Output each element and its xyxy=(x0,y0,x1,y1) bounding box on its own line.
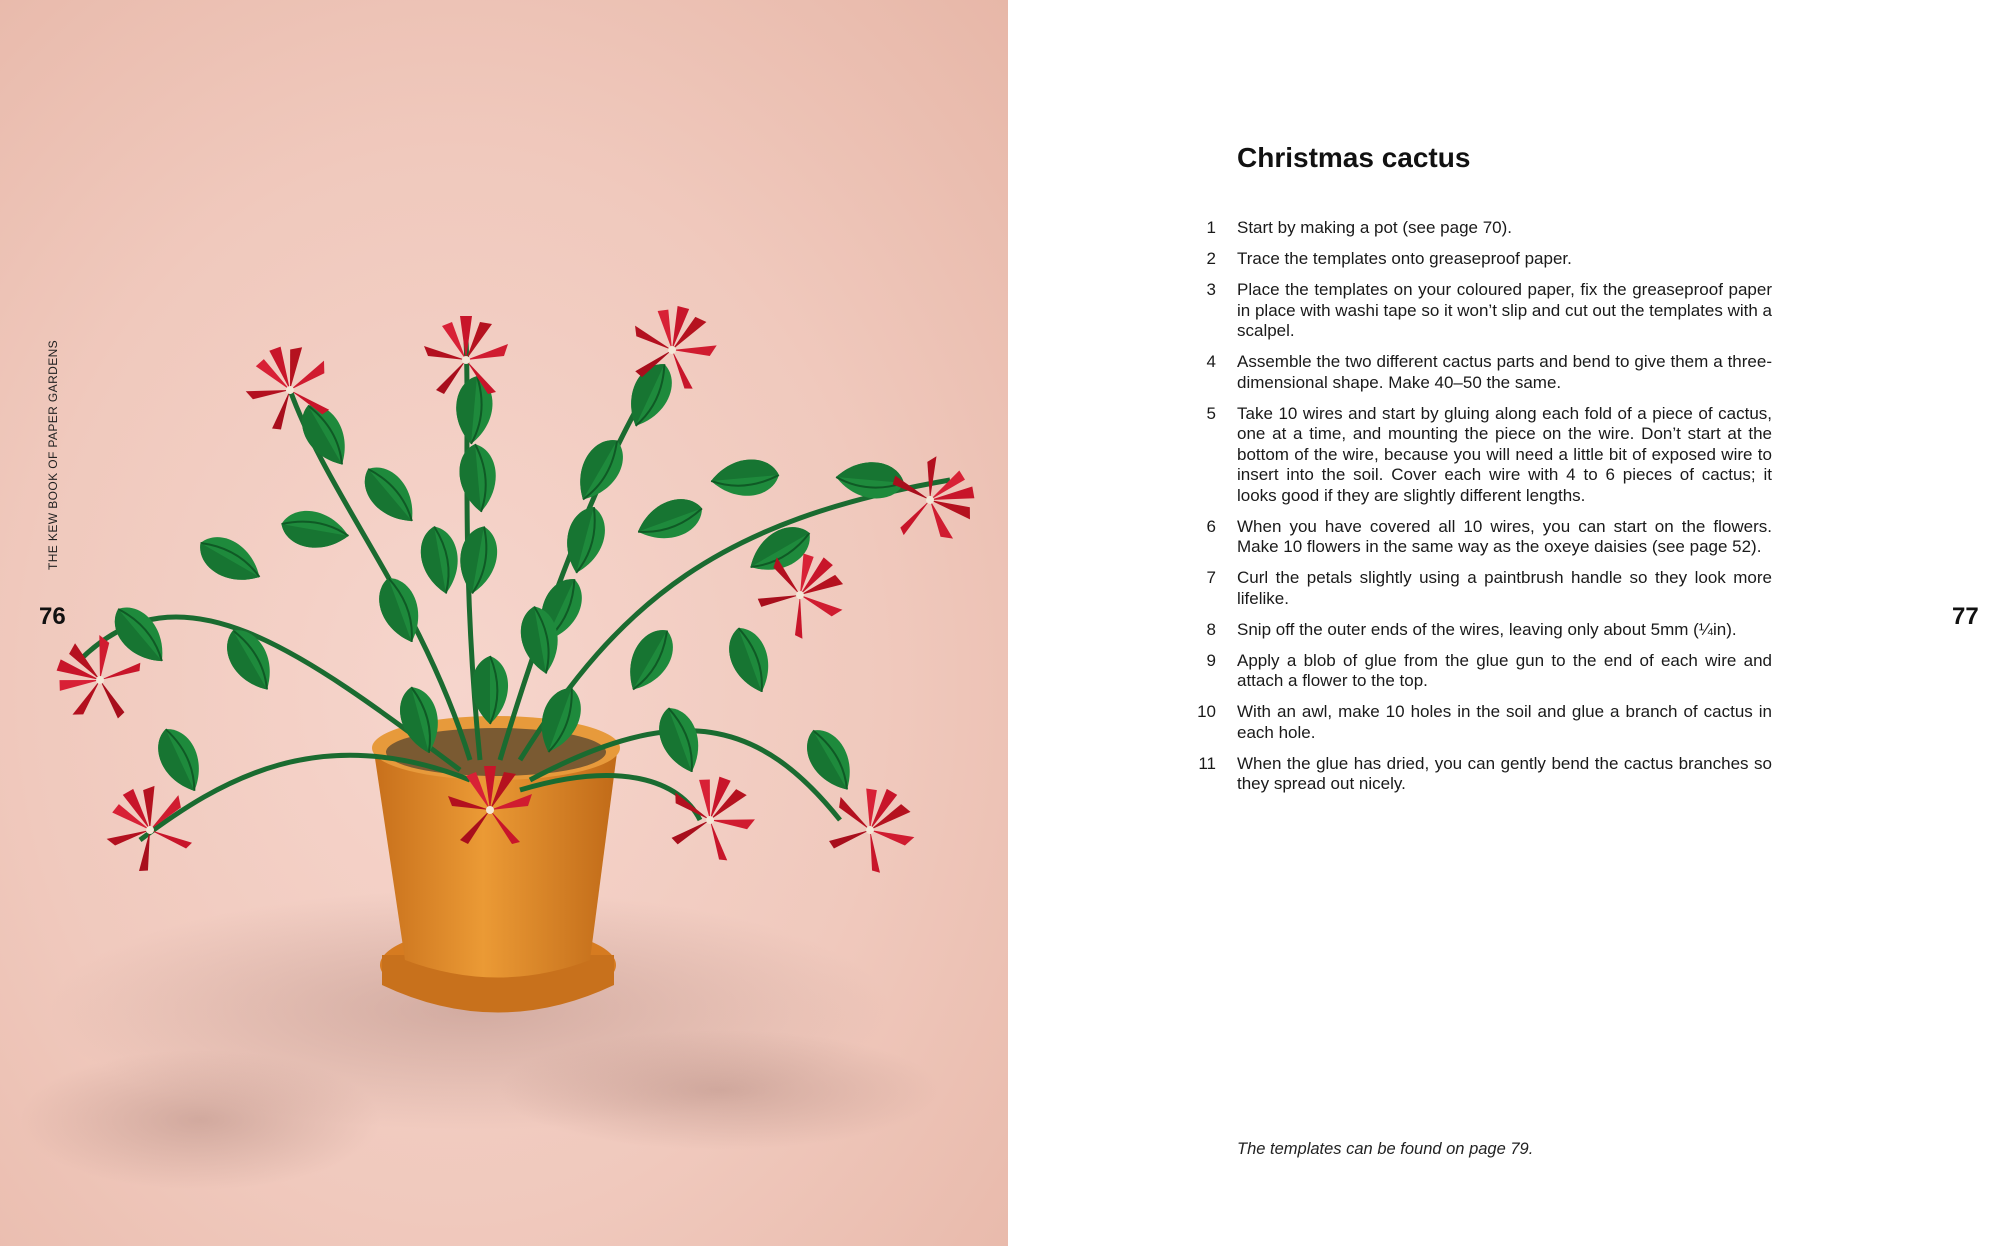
page-title: Christmas cactus xyxy=(1237,142,1471,173)
step-text: When you have covered all 10 wires, you can start on the flowers. Make 10 flowers in the same way as the oxeye daisies (see page 52). xyxy=(1237,516,1772,556)
step-number: 10 xyxy=(1197,702,1216,721)
running-head: THE KEW BOOK OF PAPER GARDENS xyxy=(46,339,60,570)
step-number: 4 xyxy=(1206,352,1216,371)
step-number: 8 xyxy=(1206,619,1216,639)
list-item xyxy=(1190,249,1772,270)
list-item xyxy=(1190,702,1772,743)
list-item xyxy=(1190,280,1772,342)
step-number: 1 xyxy=(1206,218,1216,237)
step-text: Take 10 wires and start by gluing along each fold of a piece of cactus, one at a time, and mounting the piece on the wire. Don’t start at the bottom of the wire, because you will need a little bit of exposed wire to insert into the soil. Cover each wire with 4 to 6 pieces of cactus; it looks good if they are slightly different lengths. xyxy=(1237,403,1772,505)
step-number: 2 xyxy=(1206,249,1216,268)
page-number-left: 76 xyxy=(39,603,66,630)
list-item xyxy=(1190,404,1772,507)
step-number: 6 xyxy=(1206,516,1216,536)
list-item xyxy=(1190,568,1772,609)
step-text: Place the templates on your coloured paper, fix the greaseproof paper in place with washi tape so it won’t slip and cut out the templates with a scalpel. xyxy=(1237,280,1772,340)
step-text: Curl the petals slightly using a paintbrush handle so they look more lifelike. xyxy=(1237,568,1772,608)
step-text: Assemble the two different cactus parts and bend to give them a three-dimensional shape. Make 40–50 the same. xyxy=(1237,352,1772,392)
step-number: 5 xyxy=(1206,403,1216,423)
step-text: Apply a blob of glue from the glue gun to the end of each wire and attach a flower to the top. xyxy=(1237,650,1772,690)
list-item xyxy=(1190,218,1772,239)
step-number: 3 xyxy=(1206,280,1216,299)
step-text: With an awl, make 10 holes in the soil and glue a branch of cactus in each hole. xyxy=(1237,702,1772,742)
step-number: 9 xyxy=(1206,650,1216,670)
step-text: Trace the templates onto greaseproof paper. xyxy=(1237,249,1572,268)
list-item xyxy=(1190,754,1772,795)
step-number: 7 xyxy=(1206,568,1216,587)
step-text: When the glue has dried, you can gently bend the cactus branches so they spread out nicely. xyxy=(1237,753,1772,793)
page-number-right: 77 xyxy=(1952,603,1979,630)
step-text: Start by making a pot (see page 70). xyxy=(1237,218,1512,237)
step-text: Snip off the outer ends of the wires, leaving only about 5mm (¼in). xyxy=(1237,619,1737,639)
list-item xyxy=(1190,651,1772,692)
step-number: 11 xyxy=(1198,753,1216,773)
instruction-list xyxy=(1190,218,1772,805)
list-item xyxy=(1190,352,1772,393)
list-item xyxy=(1190,517,1772,558)
list-item xyxy=(1190,620,1772,641)
templates-note: The templates can be found on page 79. xyxy=(1237,1140,1534,1158)
